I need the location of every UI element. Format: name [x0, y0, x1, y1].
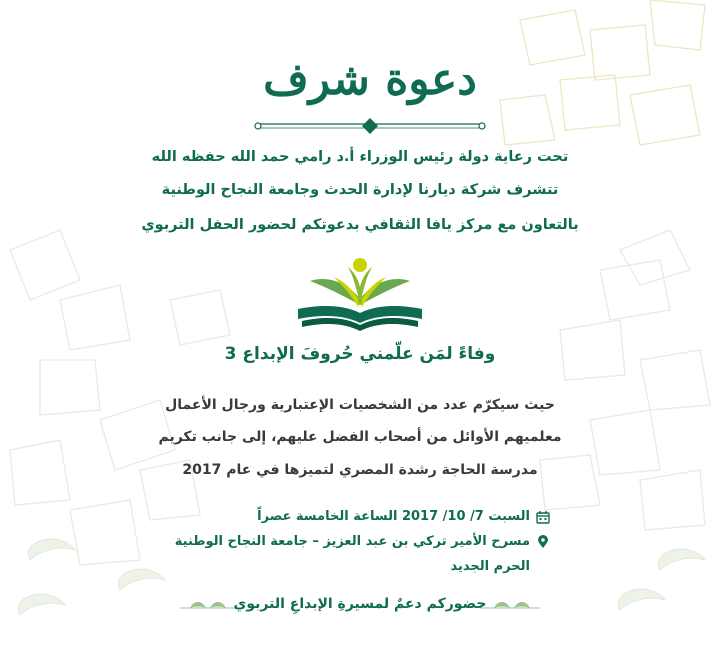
footer-slogan: حضوركم دعمٌ لمسيرةِ الإبداعِ التربوي: [233, 596, 487, 612]
intro-line-2: تتشرف شركة ديارنا لإدارة الحدث وجامعة النجاح الوطنية: [161, 182, 559, 198]
description-line-2: معلميهم الأوائل من أصحاب الفضل عليهم، إلى جانب تكريم: [158, 429, 562, 445]
location-campus-row: [451, 559, 530, 574]
date-time-text: السبت 7/ 10/ 2017 الساعة الخامسة عصراً: [257, 509, 530, 524]
location-pin-icon: [536, 535, 550, 549]
invitation-title-block: [250, 28, 490, 138]
date-time-row: [257, 509, 550, 524]
intro-line-1: تحت رعاية دولة رئيس الوزراء أ.د رامي حمد الله حفظه الله: [151, 149, 569, 165]
location-text: مسرح الأمير تركي بن عبد العزيز – جامعة النجاح الوطنية: [174, 534, 530, 549]
event-logo-book-plant: [288, 253, 432, 333]
description-line-3: مدرسة الحاجة رشدة المصري لتميزها في عام 2017: [182, 462, 538, 478]
title-ornament-divider: [250, 114, 490, 134]
intro-line-3: بالتعاون مع مركز يافا الثقافي بدعوتكم لحضور الحفل التربوي: [141, 217, 579, 233]
event-name: وفاءً لمَن علّمني حُروفَ الإبداع 3: [224, 344, 496, 364]
description-line-1: حيث سيكرّم عدد من الشخصيات الإعتبارية ورجال الأعمال: [165, 397, 555, 413]
location-row: [175, 534, 550, 549]
footer-banner: [160, 586, 560, 626]
invitation-title: دعوة شرف: [263, 54, 477, 105]
location-campus-text: الحرم الجديد: [450, 559, 530, 574]
calendar-icon: [536, 510, 550, 524]
